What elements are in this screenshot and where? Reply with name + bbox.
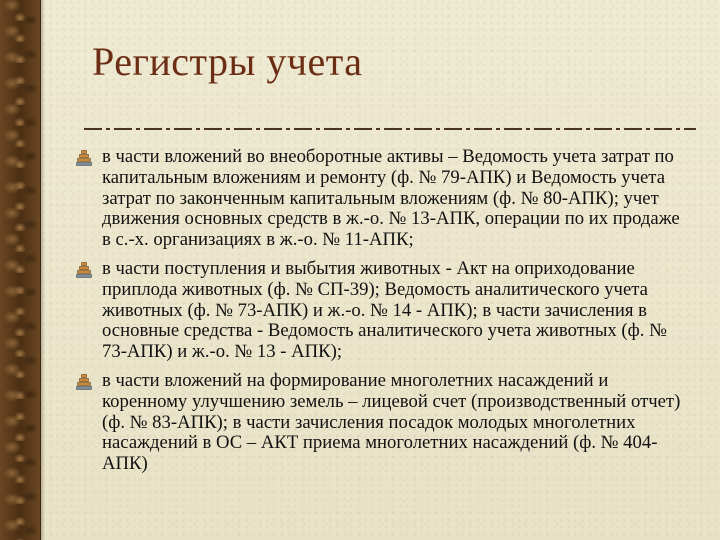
bullet-list [76, 147, 688, 483]
pyramid-bullet-icon [76, 374, 92, 390]
bullet-text: в части вложений во внеоборотные активы – Ведомость учета затрат по капитальным вложениям и ремонту (ф. № 79-АПК) и Ведомость учета затрат по законченным капитальным вложениям (ф. № 80-АПК); учет движения основных средств в ж.-о. № 13-АПК, операции по их продаже в с.-х. организациях в ж.-о. № 11-АПК; [102, 146, 680, 251]
title-divider [84, 126, 696, 132]
decorative-sidebar [0, 0, 41, 540]
slide-title: Регистры учета [92, 39, 363, 84]
list-item [76, 147, 688, 251]
list-item [76, 259, 688, 363]
pyramid-bullet-icon [76, 262, 92, 278]
bullet-text: в части поступления и выбытия животных - Акт на оприходование приплода животных (ф. № СП-39); Ведомость аналитического учета животных (ф. № 73-АПК) и ж.-о. № 14 - АПК); в части зачисления в основные средства - Ведомость аналитического учета животных (ф. № 73-АПК) и ж.-о. № 13 - АПК); [102, 257, 667, 363]
bullet-text: в части вложений на формирование многолетних насаждений и коренному улучшению земель – лицевой счет (производственный отчет) (ф. № 83-АПК); в части зачисления посадок молодых многолетних насаждений в ОС – АКТ приема многолетних насаждений (ф. № 404-АПК) [102, 369, 681, 475]
pyramid-bullet-icon [76, 150, 92, 166]
sidebar-shadow [40, 0, 45, 540]
list-item [76, 371, 688, 475]
